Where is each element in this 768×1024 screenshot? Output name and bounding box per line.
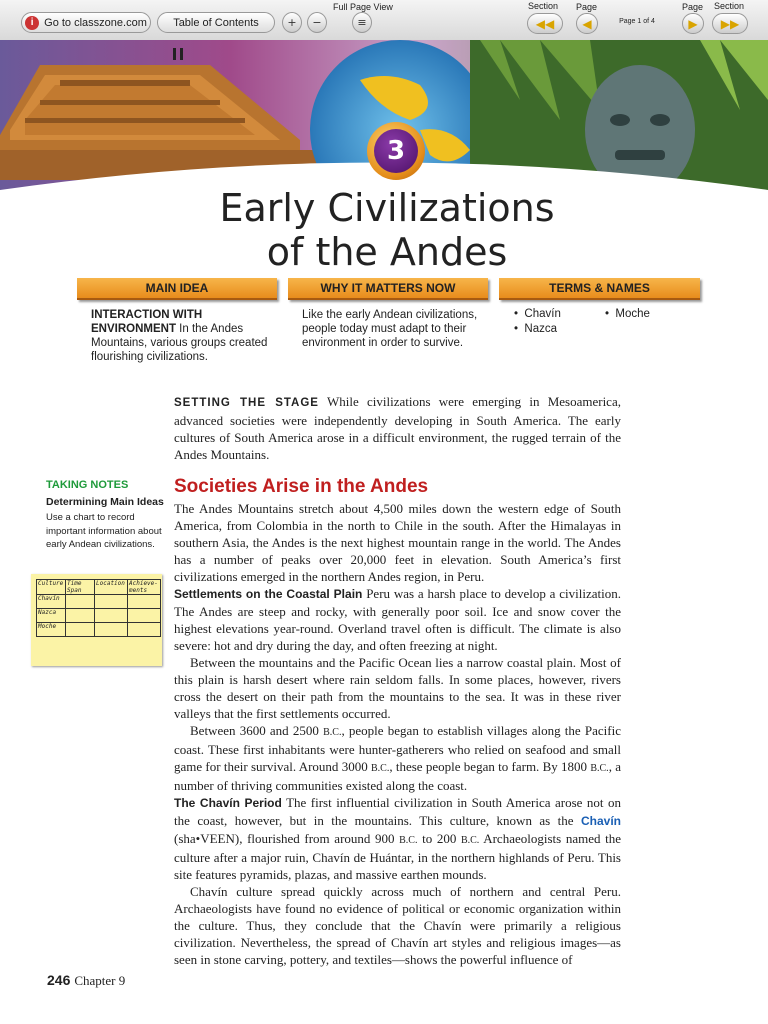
taking-notes-subheading: Determining Main Ideas	[46, 496, 164, 508]
table-header-cell: Culture	[37, 580, 66, 595]
page-indicator: Page 1 of 4	[619, 18, 655, 25]
chapter-label: Chapter 9	[74, 973, 126, 988]
why-it-matters-header: WHY IT MATTERS NOW	[288, 278, 488, 300]
main-idea-header: MAIN IDEA	[77, 278, 277, 300]
zoom-in-icon[interactable]: +	[282, 12, 302, 33]
table-header-cell: Time Span	[66, 580, 95, 595]
next-section-icon[interactable]: ▶▶	[712, 13, 748, 34]
previous-page-icon[interactable]: ◀	[576, 13, 598, 34]
setting-the-stage-text: While civilizations were emerging in Mesoamerica, advanced societies were independently developing in South America. The early cultures of South America arose in a difficult environment, the rugged terrain of the Andes Mountains.	[174, 394, 621, 462]
next-page-icon[interactable]: ▶	[682, 13, 704, 34]
body-paragraph: Chavín culture spread quickly across much of northern and central Peru. Archaeologists have found no evidence of political or economic organization within the culture. Thus, they conclude that the Chavín were primarily a religious civilization. Nevertheless, the spread of Chavín art styles and religious images—as seen in stone carving, pottery, and textiles—shows the powerful influence of	[174, 884, 621, 967]
term-item: • Moche	[605, 308, 650, 320]
zoom-out-icon[interactable]: −	[307, 12, 327, 33]
why-it-matters-text: Like the early Andean civilizations, people today must adapt to their environment in order to survive.	[302, 309, 478, 349]
classzone-label: Go to classzone.com	[44, 16, 147, 29]
classzone-logo-icon: i	[25, 16, 39, 30]
taking-notes-heading: TAKING NOTES	[46, 479, 129, 491]
subheading: The Chavín Period	[174, 796, 282, 810]
previous-section-icon[interactable]: ◀◀	[527, 13, 563, 34]
full-page-view-icon[interactable]: ≡	[352, 12, 372, 33]
terms-header: TERMS & NAMES	[499, 278, 700, 300]
setting-the-stage-label: SETTING THE STAGE	[174, 397, 319, 409]
body-paragraph: Between 3600 and 2500 B.C., people began to establish villages along the Pacific coast. These first inhabitants were hunter-gatherers who relied on seafood and small game for their survival. Around 3000 B.C., these people began to farm. By 1800 B.C., a number of thriving communities existed along the coast.	[174, 723, 621, 793]
main-idea-theme: INTERACTION WITH ENVIRONMENT	[91, 309, 203, 335]
term-item: • Nazca	[514, 323, 558, 335]
table-row: Nazca	[37, 609, 161, 623]
section-label-right: Section	[714, 1, 745, 11]
chavin-term-link[interactable]: Chavín	[580, 814, 621, 828]
body-paragraph: The Chavín Period The first influential civilization in South America arose not on the coast, however, but in the mountains. This culture, known as the Chavín (sha•VEEN), flourished from around 900 B.C. to 200 B.C. Archaeologists named the culture after a major ruin, Chavín de Huántar, in the northern highlands of Peru. This site features pyramids, plazas, and massive earthen mounds.	[174, 795, 621, 882]
page-label-left: Page	[576, 2, 598, 12]
table-header-cell: Achieve- ments	[128, 580, 161, 595]
subheading: Settlements on the Coastal Plain	[174, 587, 363, 601]
table-row: Moche	[37, 623, 161, 637]
toc-label: Table of Contents	[173, 16, 259, 29]
notes-chart-table	[36, 579, 161, 637]
chapter-number-badge	[367, 122, 425, 180]
classzone-button[interactable]	[21, 12, 151, 33]
chapter-title	[0, 186, 768, 274]
taking-notes-text: Use a chart to record important information about early Andean civilizations.	[46, 512, 162, 550]
full-page-view-label: Full Page View	[333, 2, 393, 12]
chapter-title-line2: of the Andes	[266, 230, 508, 274]
table-of-contents-button[interactable]	[157, 12, 275, 33]
page-number: 246	[47, 972, 71, 988]
section-label-left: Section	[528, 1, 559, 11]
toolbar	[0, 0, 768, 41]
main-idea-text	[91, 308, 271, 364]
page-label-right: Page	[682, 2, 704, 12]
notes-chart-card	[31, 574, 162, 666]
term-item: • Chavín	[514, 308, 561, 320]
body-text	[174, 500, 621, 968]
body-paragraph: Between the mountains and the Pacific Ocean lies a narrow coastal plain. Most of this plain is harsh desert where rain seldom falls. In some places, however, rivers cross the desert on their path from the mountains to the sea. It was in these river valleys that the first settlements occurred.	[174, 655, 621, 721]
body-paragraph: The Andes Mountains stretch about 4,500 miles down the western edge of South America, from Colombia in the north to Chile in the south. After the Himalayas in southern Asia, the Andes is the next highest mountain range in the world. The Andes has a number of peaks over 20,000 feet in elevation. South America’s first civilizations emerged in the northern Andes region, in Peru.	[174, 501, 621, 584]
body-paragraph: Settlements on the Coastal Plain Peru was a harsh place to develop a civilization. The Andes are steep and rocky, with generally poor soil. Ice and snow cover the highest elevations year-round. Overland travel often is difficult. The climate is also severe: hot and dry during the day, and often freezing at night.	[174, 586, 621, 653]
chapter-title-line1: Early Civilizations	[219, 186, 555, 230]
main-idea-body: In the Andes Mountains, various groups created flourishing civilizations.	[91, 323, 268, 363]
section-heading: Societies Arise in the Andes	[174, 476, 429, 497]
table-row: Chavín	[37, 595, 161, 609]
chapter-number: 3	[374, 129, 418, 173]
page-footer	[47, 972, 125, 989]
table-header-cell: Location	[95, 580, 128, 595]
setting-the-stage	[174, 393, 621, 463]
